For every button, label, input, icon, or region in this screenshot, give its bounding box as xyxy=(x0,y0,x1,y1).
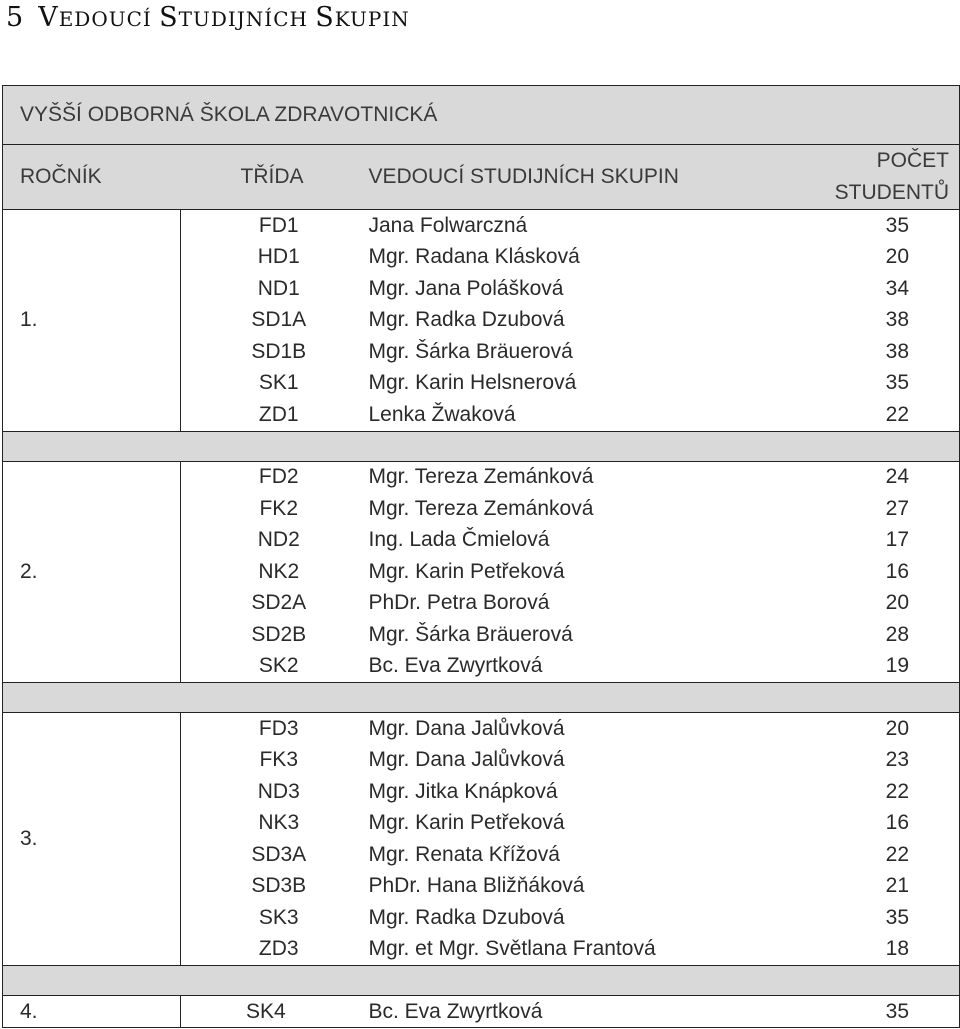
class-cell: ND2 xyxy=(257,528,300,552)
section-number: 5 xyxy=(6,2,25,33)
leader-cell: Lenka Žwaková xyxy=(359,399,825,431)
student-count-cell: 35 xyxy=(825,368,960,400)
header-year: ROČNÍK xyxy=(3,145,181,210)
student-count-cell: 24 xyxy=(825,461,960,493)
class-cell: SD2B xyxy=(251,622,307,646)
section-heading xyxy=(6,2,410,33)
leader-cell: Ing. Lada Čmielová xyxy=(368,528,550,552)
student-count-cell: 34 xyxy=(825,273,960,305)
class-cell: ZD1 xyxy=(181,399,359,431)
student-count-cell: 38 xyxy=(825,336,960,368)
leader-cell: Bc. Eva Zwyrtková xyxy=(359,996,825,1028)
group-separator xyxy=(3,683,960,713)
leader-cell: Bc. Eva Zwyrtková xyxy=(359,651,825,683)
class-cell: FK3 xyxy=(259,748,298,772)
student-count-cell: 35 xyxy=(825,902,960,934)
student-count-cell: 23 xyxy=(825,745,960,777)
leader-cell: Mgr. Radka Dzubová xyxy=(368,308,565,332)
student-count-cell: 22 xyxy=(825,399,960,431)
school-name-row xyxy=(3,86,960,145)
class-cell: FD1 xyxy=(181,210,359,242)
student-count-cell: 35 xyxy=(825,210,960,242)
class-cell: NK3 xyxy=(258,811,300,835)
leader-cell: Mgr. Karin Helsnerová xyxy=(368,371,577,395)
student-count-cell: 35 xyxy=(825,996,960,1028)
leader-cell: PhDr. Hana Bližňáková xyxy=(368,874,585,898)
header-leader: VEDOUCÍ STUDIJNÍCH SKUPIN xyxy=(359,145,825,210)
header-student-count: POČET STUDENTŮ xyxy=(825,145,960,210)
class-cell: SK1 xyxy=(258,371,299,395)
class-cell: ZD3 xyxy=(181,934,359,966)
group-separator xyxy=(3,966,960,996)
student-count-cell: 27 xyxy=(825,493,960,525)
leader-cell: Mgr. Tereza Zemánková xyxy=(359,461,825,493)
class-cell: SD3A xyxy=(251,842,307,866)
leader-cell: Mgr. Šárka Bräuerová xyxy=(368,622,573,646)
class-cell: SK2 xyxy=(181,651,359,683)
section-title: VEDOUCÍ STUDIJNÍCH SKUPIN xyxy=(38,2,410,33)
class-cell: SK3 xyxy=(258,905,299,929)
student-count-cell: 20 xyxy=(825,588,960,620)
student-count-cell: 22 xyxy=(825,776,960,808)
leader-cell: Jana Folwarczná xyxy=(359,210,825,242)
student-count-cell: 16 xyxy=(825,808,960,840)
leader-cell: Mgr. Radka Dzubová xyxy=(368,905,565,929)
class-cell: FD3 xyxy=(181,713,359,745)
class-cell: SD3B xyxy=(251,874,307,898)
student-count-cell: 17 xyxy=(825,525,960,557)
student-count-cell: 20 xyxy=(825,242,960,274)
leader-cell: Mgr. Jitka Knápková xyxy=(368,779,558,803)
year-cell: 3. xyxy=(3,713,181,966)
table-row xyxy=(3,461,960,493)
student-count-cell: 22 xyxy=(825,839,960,871)
class-cell: FK2 xyxy=(259,496,298,520)
class-cell: SD1A xyxy=(251,308,307,332)
group-separator-row xyxy=(3,431,960,461)
class-cell: SD1B xyxy=(251,339,307,363)
class-cell: ND1 xyxy=(257,276,300,300)
leader-cell: Mgr. Karin Petřeková xyxy=(368,811,565,835)
group-separator-row xyxy=(3,683,960,713)
class-cell: NK2 xyxy=(258,559,300,583)
leader-cell: Mgr. Šárka Bräuerová xyxy=(368,339,573,363)
group-separator-row xyxy=(3,966,960,996)
leader-cell: Mgr. Tereza Zemánková xyxy=(368,496,594,520)
leader-cell: PhDr. Petra Borová xyxy=(368,591,550,615)
class-cell: SK4 xyxy=(181,996,359,1028)
header-class: TŘÍDA xyxy=(181,145,359,210)
year-cell: 2. xyxy=(3,461,181,683)
table-row xyxy=(3,996,960,1028)
student-count-cell: 38 xyxy=(825,305,960,337)
table-row xyxy=(3,210,960,242)
class-cell: HD1 xyxy=(257,245,300,269)
student-count-cell: 21 xyxy=(825,871,960,903)
leader-cell: Mgr. et Mgr. Světlana Frantová xyxy=(359,934,825,966)
group-separator xyxy=(3,431,960,461)
leader-cell: Mgr. Karin Petřeková xyxy=(368,559,565,583)
leader-cell: Mgr. Jana Polášková xyxy=(368,276,564,300)
study-group-leaders-table xyxy=(2,85,960,1028)
class-cell: SD2A xyxy=(251,591,307,615)
leader-cell: Mgr. Dana Jalůvková xyxy=(368,748,565,772)
student-count-cell: 20 xyxy=(825,713,960,745)
class-cell: ND3 xyxy=(257,779,300,803)
student-count-cell: 18 xyxy=(825,934,960,966)
year-cell: 1. xyxy=(3,210,181,432)
student-count-cell: 16 xyxy=(825,556,960,588)
year-cell: 4. xyxy=(3,996,181,1028)
leader-cell: Mgr. Dana Jalůvková xyxy=(359,713,825,745)
table-row xyxy=(3,713,960,745)
school-name: VYŠŠÍ ODBORNÁ ŠKOLA ZDRAVOTNICKÁ xyxy=(3,86,960,145)
leader-cell: Mgr. Radana Klásková xyxy=(368,245,580,269)
table-header-row xyxy=(3,145,960,210)
class-cell: FD2 xyxy=(181,461,359,493)
leader-cell: Mgr. Renata Křížová xyxy=(368,842,560,866)
student-count-cell: 19 xyxy=(825,651,960,683)
student-count-cell: 28 xyxy=(825,619,960,651)
